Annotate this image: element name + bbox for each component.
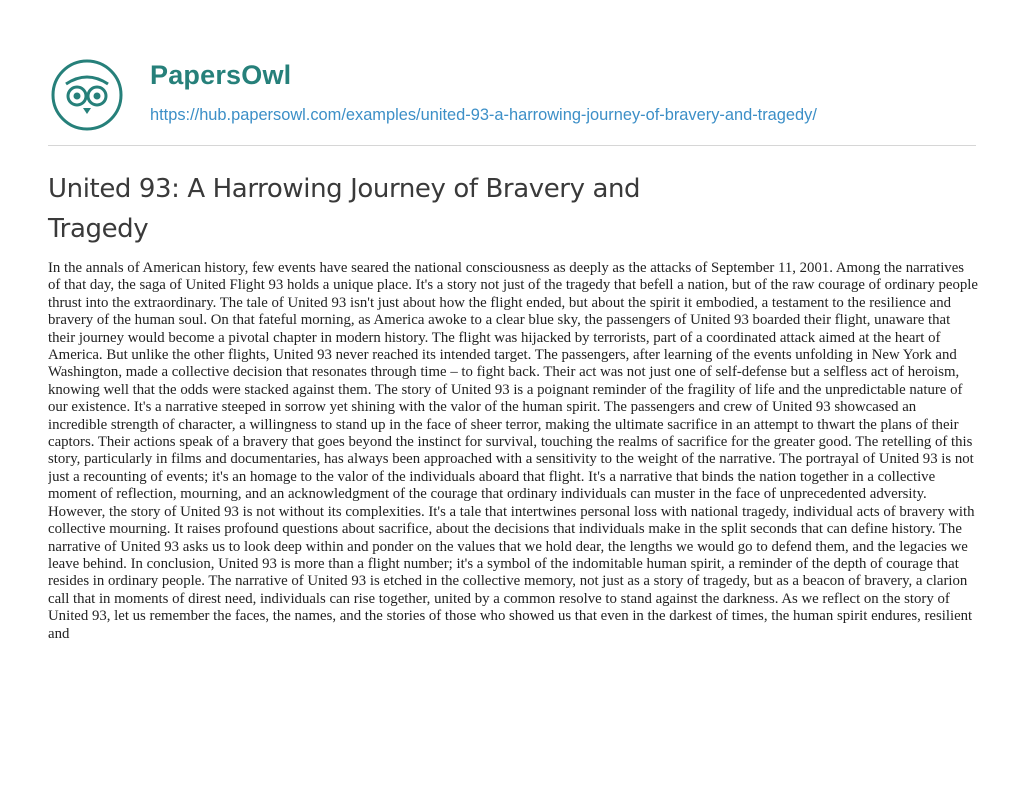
- site-header: [50, 52, 990, 132]
- header-divider: [48, 145, 976, 146]
- article-title: United 93: A Harrowing Journey of Bravery and Tragedy: [48, 174, 641, 244]
- owl-logo-icon[interactable]: [50, 58, 124, 132]
- article-body: In the annals of American history, few events have seared the national consciousness as deeply as the attacks of September 11, 2001. Among the narratives of that day, the saga of United Flight 93 holds a unique place. It's a story not just of the tragedy that befell a nation, but of the raw courage of ordinary people thrust into the extraordinary. The tale of United 93 isn't just about how the flight ended, but about the spirit it embodied, a testament to the resilience and bravery of the human soul. On that fateful morning, as America awoke to a clear blue sky, the passengers of United 93 boarded their flight, unaware that their journey would become a pivotal chapter in modern history. The flight was hijacked by terrorists, part of a coordinated attack aimed at the heart of America. But unlike the other flights, United 93 never reached its intended target. The passengers, after learning of the events unfolding in New York and Washington, made a collective decision that resonates through time – to fight back. Their act was not just one of self-defense but a selfless act of heroism, knowing well that the odds were stacked against them. The story of United 93 is a poignant reminder of the fragility of life and the unpredictable nature of our existence. It's a narrative steeped in sorrow yet shining with the valor of the human spirit. The passengers and crew of United 93 showcased an incredible strength of character, a willingness to stand up in the face of sheer terror, making the ultimate sacrifice in an attempt to thwart the plans of their captors. Their actions speak of a bravery that goes beyond the instinct for survival, touching the realms of sacrifice for the greater good. The retelling of this story, particularly in films and documentaries, has always been approached with a sensitivity to the weight of the narrative. The portrayal of United 93 is not just a recounting of events; it's an homage to the valor of the individuals aboard that flight. It's a narrative that binds the nation together in a collective moment of reflection, mourning, and an acknowledgment of the courage that ordinary individuals can muster in the face of unprecedented adversity. However, the story of United 93 is not without its complexities. It's a tale that intertwines personal loss with national tragedy, individual acts of bravery with collective mourning. It raises profound questions about sacrifice, about the decisions that individuals make in the split seconds that can define history. The narrative of United 93 asks us to look deep within and ponder on the values that we hold dear, the lengths we would go to defend them, and the legacies we leave behind. In conclusion, United 93 is more than a flight number; it's a symbol of the indomitable human spirit, a reminder of the depth of courage that resides in ordinary people. The narrative of United 93 is etched in the collective memory, not just as a story of tragedy, but as a beacon of bravery, a clarion call that in moments of direst need, individuals can rise together, united by a common resolve to stand against the darkness. As we reflect on the story of United 93, let us remember the faces, the names, and the stories of those who showed us that even in the darkest of times, the human spirit endures, resilient and: [48, 260, 978, 642]
- brand-name[interactable]: PapersOwl: [150, 60, 292, 90]
- source-url-link[interactable]: https://hub.papersowl.com/examples/united-93-a-harrowing-journey-of-bravery-and-tragedy/: [150, 106, 817, 124]
